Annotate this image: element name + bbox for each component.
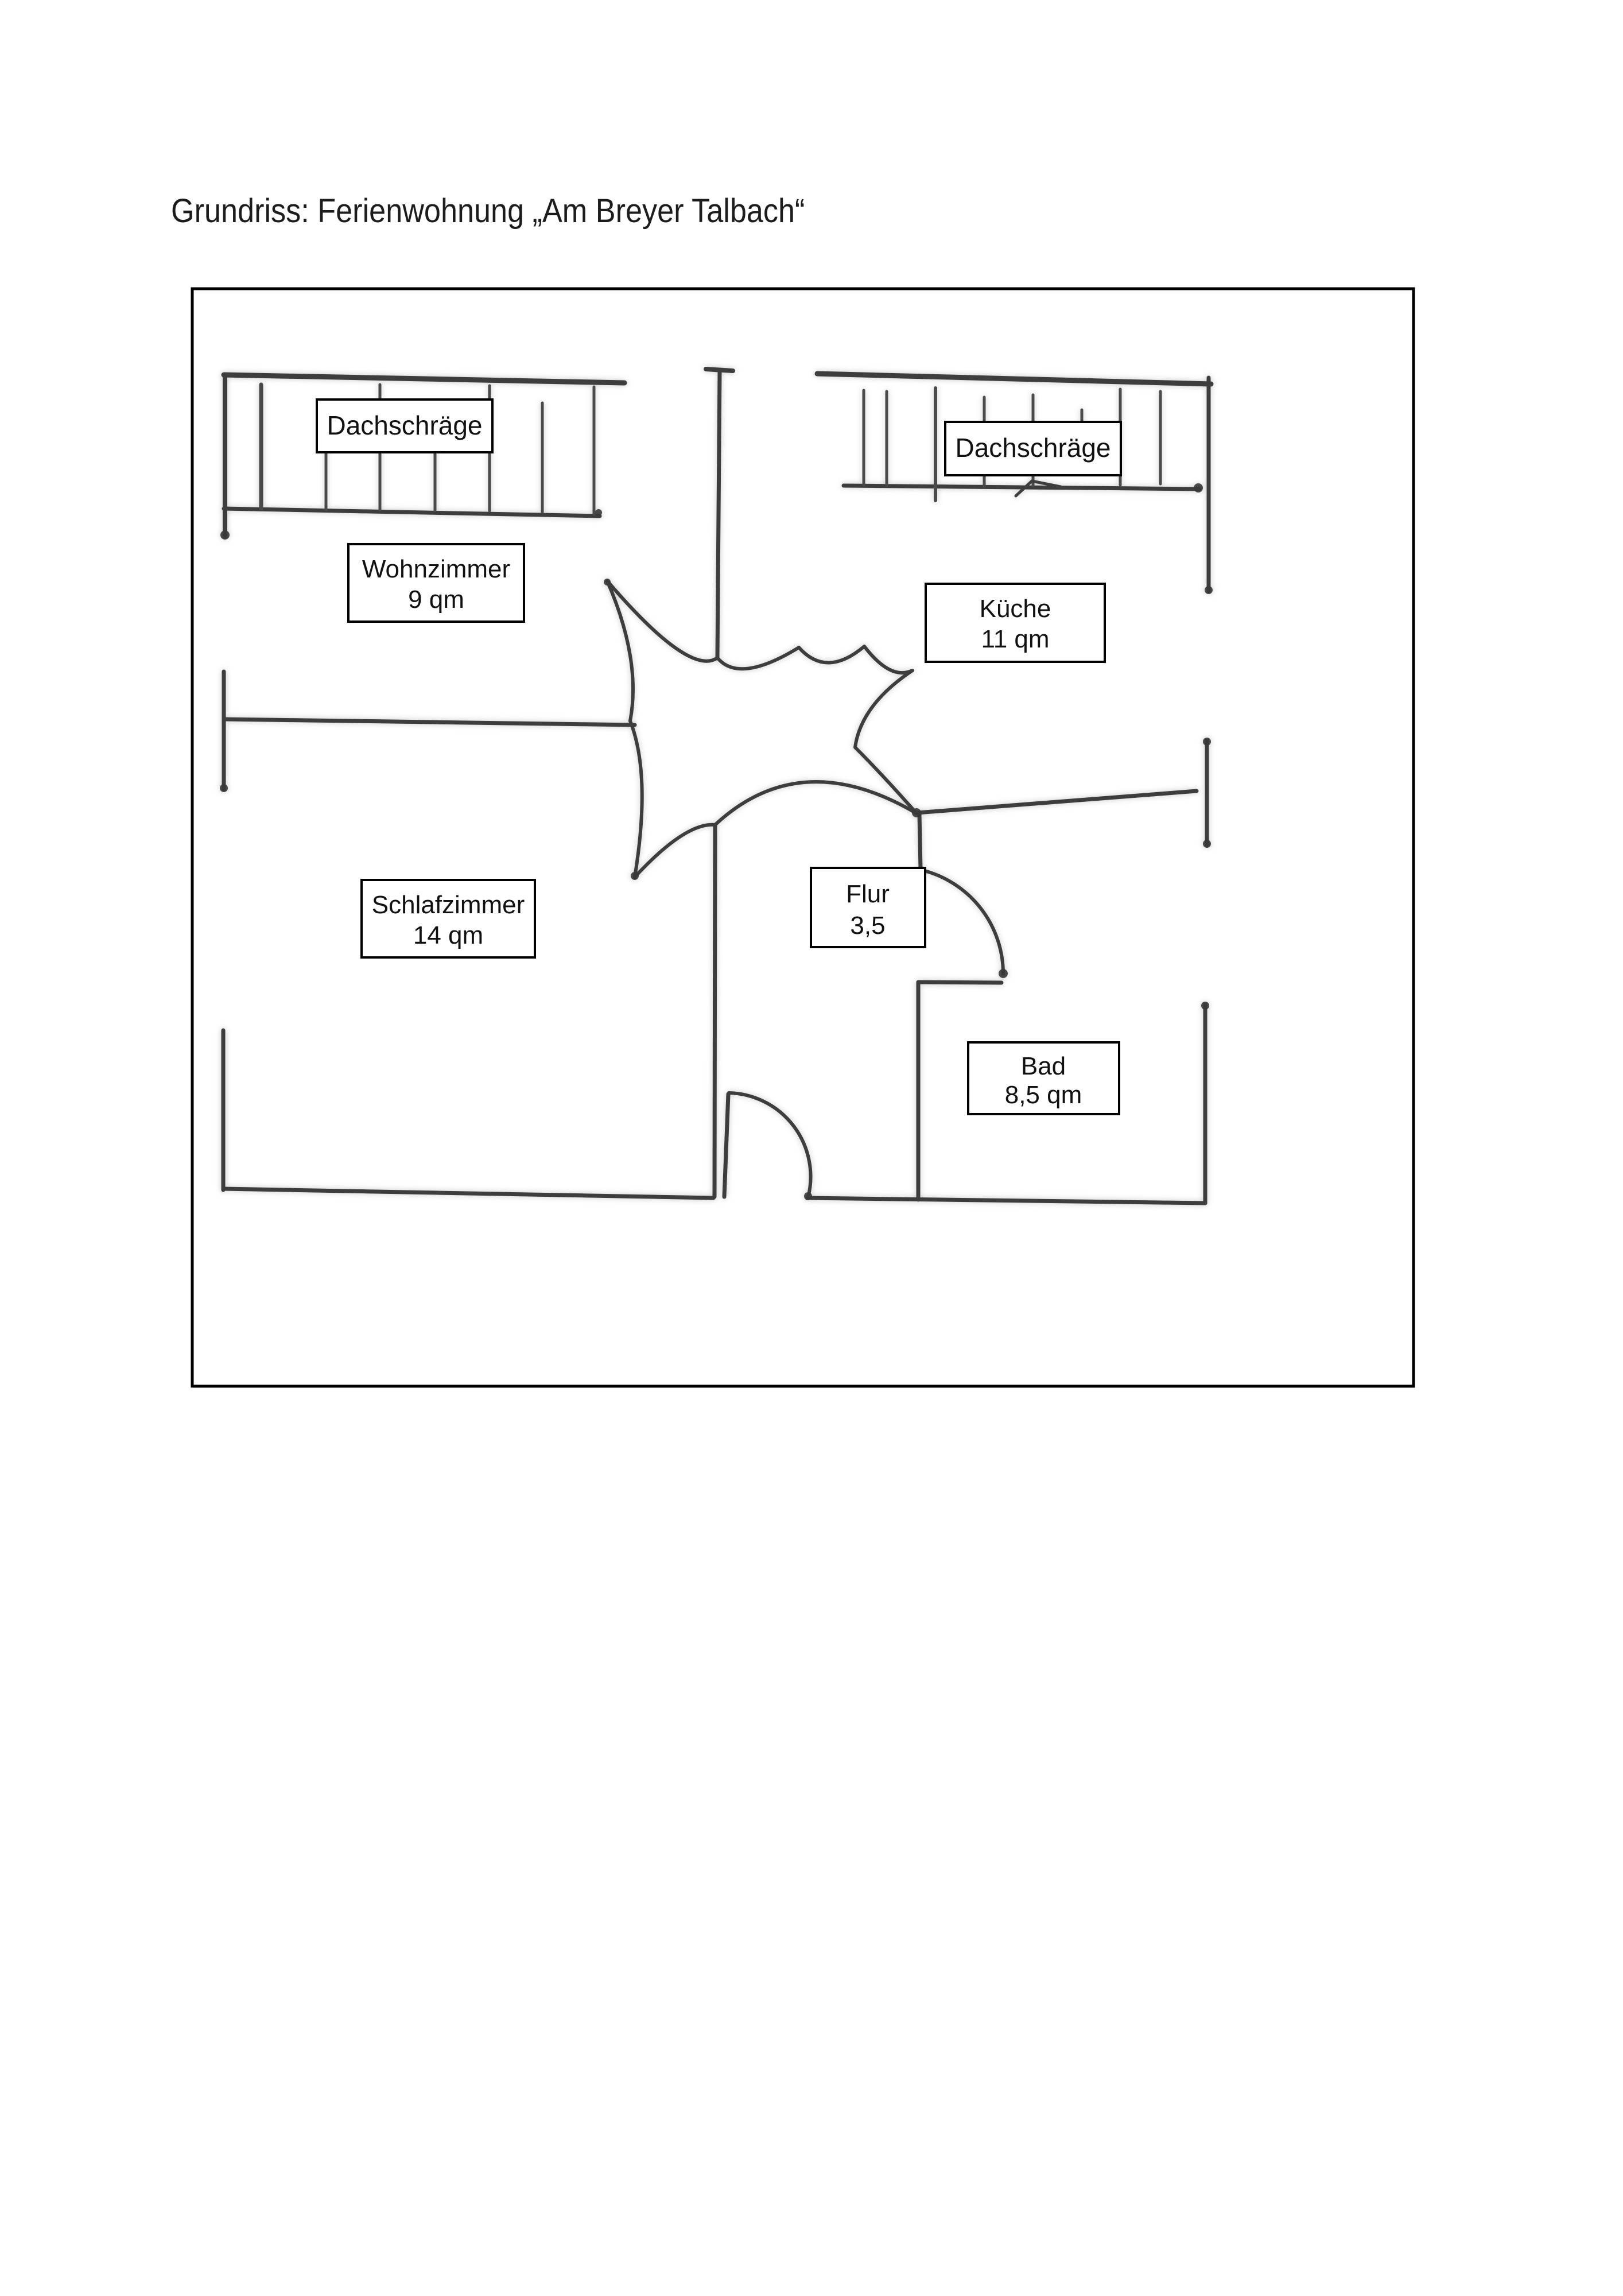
room-label-name: Bad xyxy=(1020,1052,1066,1080)
room-label-name: Flur xyxy=(846,880,890,908)
wall-center-top xyxy=(717,371,720,658)
room-label-wohnzimmer xyxy=(348,544,524,622)
room-label-schlafzimmer xyxy=(362,880,535,957)
room-label-kueche xyxy=(926,584,1105,662)
room-label-name: Dachschräge xyxy=(955,433,1111,463)
room-label-area: 8,5 qm xyxy=(1004,1081,1082,1109)
room-label-dachschraege-right xyxy=(945,422,1121,475)
door-leaf-bad xyxy=(918,982,1001,983)
room-label-area: 3,5 xyxy=(850,912,886,940)
room-label-bad xyxy=(968,1042,1119,1114)
wall-flur-bad-upper xyxy=(919,814,921,868)
room-label-name: Wohnzimmer xyxy=(362,555,511,583)
room-label-flur xyxy=(811,868,925,947)
room-label-name: Schlafzimmer xyxy=(371,891,525,919)
room-label-name: Küche xyxy=(979,595,1051,623)
room-label-dachschraege-left xyxy=(317,400,492,452)
page-title: Grundriss: Ferienwohnung „Am Breyer Talbach“ xyxy=(171,192,805,230)
room-label-area: 14 qm xyxy=(413,921,484,949)
room-label-area: 9 qm xyxy=(408,585,464,614)
room-label-area: 11 qm xyxy=(981,625,1050,653)
room-label-name: Dachschräge xyxy=(327,410,483,440)
